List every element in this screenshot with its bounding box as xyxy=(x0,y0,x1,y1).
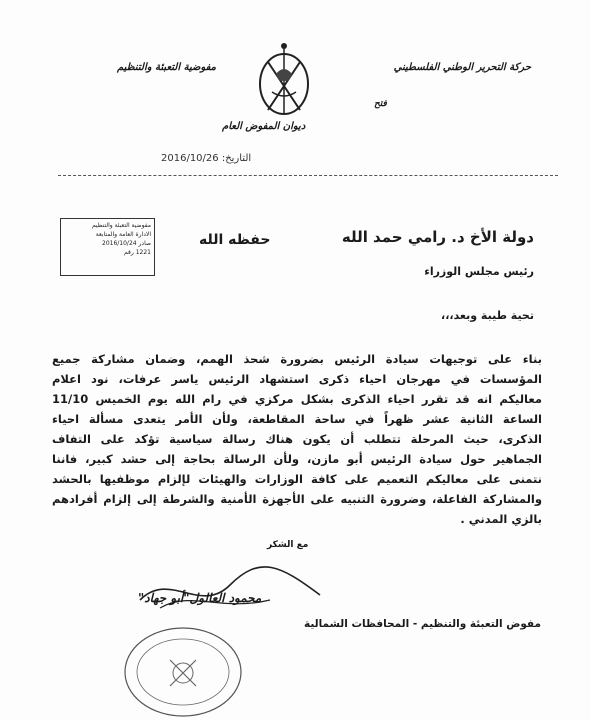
closing: مع الشكر xyxy=(267,540,309,550)
body-line: والمشاركة الفاعلة، وضرورة التنبيه على الأجهزة الأمنية والشرطة إلى إلزام أفرادهم xyxy=(52,492,542,506)
body-line: الذكرى، حيث المرحلة تتطلب أن يكون هناك رسالة سياسية تؤكد على التفاف xyxy=(52,432,542,446)
fateh-label: فتح xyxy=(374,99,387,109)
body-line: معاليكم انه قد تقرر احياء الذكرى بشكل مركزي في رام الله يوم الخميس 11/10 xyxy=(52,392,542,406)
stamp-line-2: الادارة العامة والمتابعة xyxy=(95,231,151,238)
signature-title: مفوض التعبئة والتنظيم - المحافظات الشمالية xyxy=(304,618,541,630)
body-line: بالزي المدني . xyxy=(460,512,542,526)
body-line: الساعة الثانية عشر ظهراً في ساحة المقاطعة، ولأن الأمر يتعدى مسألة احياء xyxy=(52,412,542,426)
handwritten-signature xyxy=(130,560,330,620)
outgoing-stamp xyxy=(60,218,155,276)
stamp-line-3: صادر 2016/10/24 xyxy=(102,240,151,247)
body-line: بناء على توجيهات سيادة الرئيس بضرورة شحذ الهمم، وضمان مشاركة جميع xyxy=(52,352,542,366)
body-line: الجماهير حول سيادة الرئيس أبو مازن، ولأن الرسالة بحاجة إلى حشد كبير، فاننا xyxy=(52,452,542,466)
header-right-org: حركة التحرير الوطني الفلسطيني xyxy=(393,62,531,73)
letter-date: التاريخ: 2016/10/26 xyxy=(161,153,252,164)
header-divider xyxy=(58,175,558,176)
office-title: ديوان المفوض العام xyxy=(222,121,306,132)
greeting: تحية طيبة وبعد،،، xyxy=(441,309,534,322)
addressee: دولة الأخ د. رامي حمد الله xyxy=(341,228,534,246)
fatah-emblem-logo xyxy=(248,40,320,120)
signature-name: محمود العالول"أبو جهاد" xyxy=(138,591,262,605)
stamp-line-1: مفوضية التعبئة والتنظيم xyxy=(91,222,151,229)
body-line: نتمنى على معاليكم التعميم على كافة الوزارات والهيئات لإلزام موظفيها بالحشد xyxy=(52,472,542,486)
header-left-org: مفوضية التعبئة والتنظيم xyxy=(117,62,217,73)
body-line: المؤسسات في مهرجان احياء ذكرى استشهاد الرئيس ياسر عرفات، نود اعلام xyxy=(52,372,542,386)
addressee-title: رئيس مجلس الوزراء xyxy=(424,265,534,278)
blessing: حفظه الله xyxy=(199,232,271,248)
stamp-line-4: 1221 رقم xyxy=(124,249,151,256)
official-seal-stamp xyxy=(118,622,248,718)
